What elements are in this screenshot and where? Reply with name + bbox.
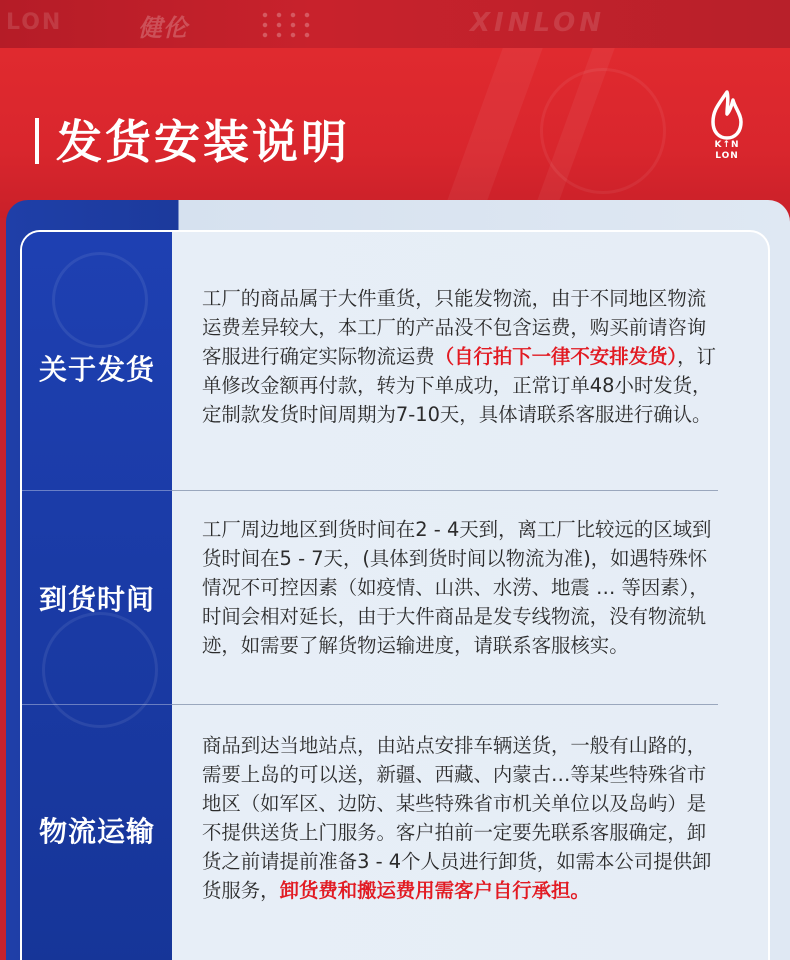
page-title: 发货安装说明 [56,115,350,169]
top-banner [0,0,790,48]
dots-decoration [258,10,318,38]
section-text-arrival: 工厂周边地区到货时间在2 - 4天到，离工厂比较远的区域到货时间在5 - 7天，(具体到货时间以物流为准)，如遇特殊怀情况不可控因素（如疫情、山洪、水涝、地震 … 等因素），时间会相对延长，由于大件商品是发专线物流，没有物流轨迹，如需要了解货物运输进度，请联系客服核实。 [202,518,712,657]
highlight-text: （自行拍下一律不安排发货） [434,345,678,368]
brand-mark-text: K↑N LON [714,140,740,161]
info-card [6,200,790,960]
basketball-decoration [540,68,666,194]
section-label-logistics: 物流运输 [38,815,155,848]
basketball-decoration [42,612,158,728]
stripe-decoration [423,48,558,218]
section-label-shipping: 关于发货 [38,353,155,386]
section-text: ，订单修改金额再付款，转为下单成功，正常订单48小时发货，定制款发货时间周期为7-10天，具体请联系客服进行确认。 [202,345,716,426]
divider [172,490,718,491]
basketball-decoration [52,252,148,348]
top-brand-left: LON [6,10,63,35]
divider [22,490,172,491]
section-text-shipping [202,284,722,429]
section-text: 工厂的商品属于大件重货，只能发物流，由于不同地区物流运费差异较大，本工厂的产品没不包含运费，购买前请咨询客服进行确定实际物流运费 [202,287,707,368]
section-label-arrival: 到货时间 [38,583,155,616]
divider [22,704,172,705]
divider [172,704,718,705]
section-text-logistics [202,731,722,905]
highlight-text: 卸货费和搬运费用需客户自行承担。 [279,879,590,902]
top-logo: 健伦 [138,14,188,42]
top-brand-right: XINLON [470,8,605,38]
info-card-inner [20,230,770,960]
header [0,48,790,218]
title-accent-bar [35,118,39,164]
section-text: 商品到达当地站点，由站点安排车辆送货，一般有山路的，需要上岛的可以送，新疆、西藏、内蒙古…等某些特殊省市地区（如军区、边防、某些特殊省市机关单位以及岛屿）是不提供送货上门服务。客户拍前一定要先联系客服确定，卸货之前请提前准备3 - 4个人员进行卸货，如需本公司提供卸货服务， [202,734,712,902]
